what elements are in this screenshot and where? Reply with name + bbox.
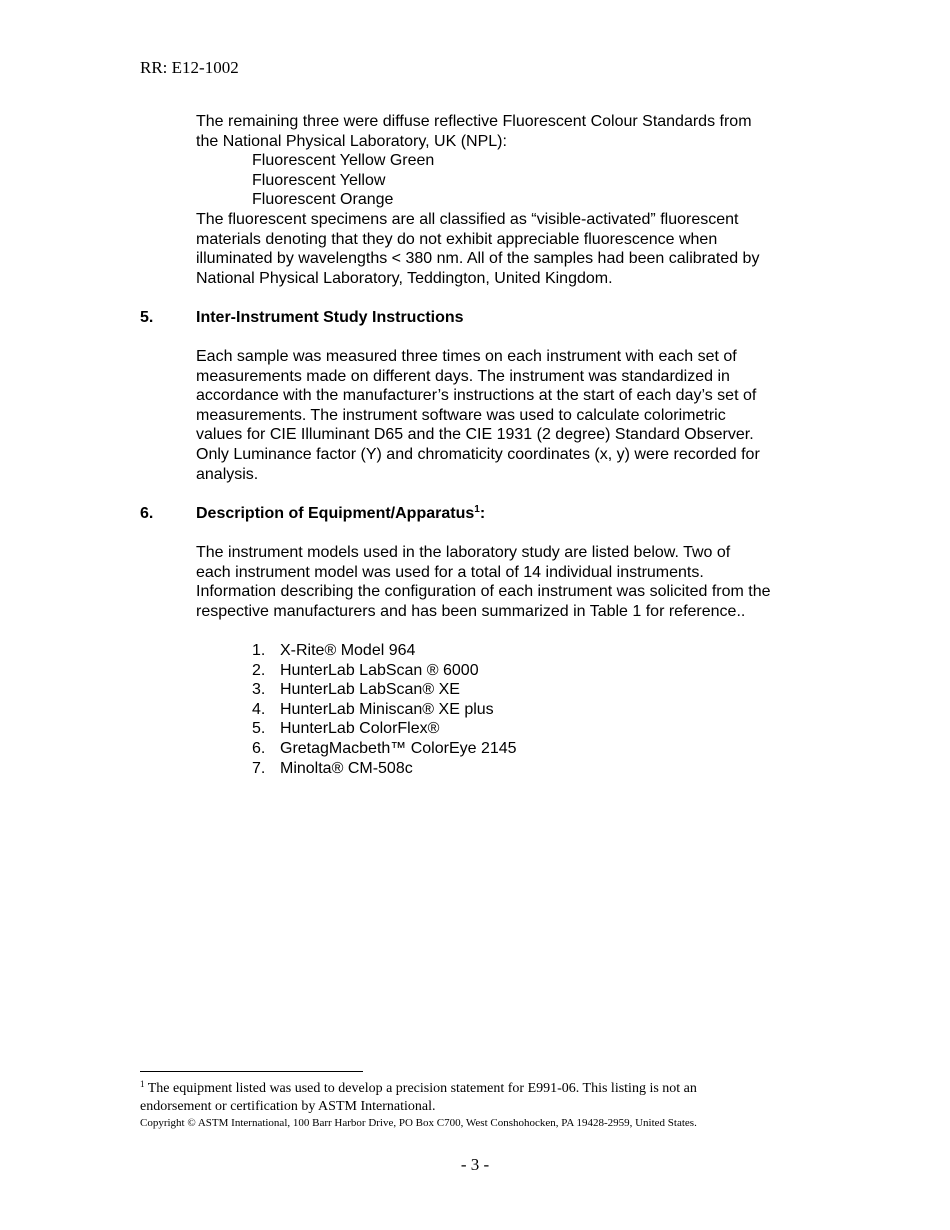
footnote-separator <box>140 1071 363 1072</box>
intro-paragraph-line: The fluorescent specimens are all classified as “visible-activated” fluorescent <box>196 210 739 228</box>
section-5-body <box>196 347 760 484</box>
intro-paragraph-line: materials denoting that they do not exhibit appreciable fluorescence when <box>196 230 718 248</box>
intro-line: The remaining three were diffuse reflective Fluorescent Colour Standards from <box>196 113 752 130</box>
section-5-line: accordance with the manufacturer’s instructions at the start of each day’s set of <box>196 387 757 405</box>
section-6-number: 6. <box>140 505 154 522</box>
footnote-line-2: endorsement or certification by ASTM International. <box>140 1099 436 1114</box>
list-item <box>252 719 517 739</box>
list-item-number: 7. <box>252 759 266 777</box>
standard-item: Fluorescent Yellow <box>252 171 386 189</box>
section-6-line: respective manufacturers and has been summarized in Table 1 for reference.. <box>196 602 746 620</box>
section-5-number: 5. <box>140 309 154 326</box>
list-item-name: HunterLab Miniscan® XE plus <box>280 700 494 718</box>
list-item-number: 1. <box>252 642 266 659</box>
page-number: - 3 - <box>460 1155 490 1174</box>
section-5-line: Only Luminance factor (Y) and chromaticity coordinates (x, y) were recorded for <box>196 445 760 463</box>
list-item <box>252 680 517 700</box>
copyright-notice: Copyright © ASTM International, 100 Barr Harbor Drive, PO Box C700, West Conshohocken, PA 19428-2959, United States. <box>140 1117 697 1129</box>
list-item-name: HunterLab LabScan ® 6000 <box>280 661 479 679</box>
footnote-line-1 <box>140 1080 697 1098</box>
section-6-title-text: Description of Equipment/Apparatus <box>196 505 475 522</box>
footnote-reference[interactable]: 1 <box>474 504 480 515</box>
list-item <box>252 759 517 779</box>
section-6-line: Information describing the configuration of each instrument was solicited from the <box>196 583 771 601</box>
section-6-line: The instrument models used in the laboratory study are listed below. Two of <box>196 544 731 561</box>
section-5-line: analysis. <box>196 465 259 483</box>
intro-paragraph-line: illuminated by wavelengths < 380 nm. All of the samples had been calibrated by <box>196 250 760 268</box>
footnote-marker: 1 <box>140 1079 145 1089</box>
list-item-number: 6. <box>252 739 266 757</box>
footnote-text: The equipment listed was used to develop a precision statement for E991-06. This listing is not an <box>144 1081 697 1096</box>
list-item-number: 3. <box>252 681 266 699</box>
section-6-body <box>196 543 771 621</box>
section-5-line: measurements. The instrument software was used to calculate colorimetric <box>196 406 726 424</box>
footnote <box>140 1080 697 1116</box>
standard-item: Fluorescent Yellow Green <box>252 152 435 170</box>
list-item <box>252 661 517 681</box>
list-item-number: 4. <box>252 700 266 718</box>
list-item <box>252 641 517 661</box>
standard-item: Fluorescent Orange <box>252 191 394 209</box>
section-5-line: Each sample was measured three times on each instrument with each set of <box>196 348 737 365</box>
list-item-name: X-Rite® Model 964 <box>280 642 416 659</box>
document-id: RR: E12-1002 <box>140 58 239 77</box>
list-item-number: 2. <box>252 661 266 679</box>
list-item-number: 5. <box>252 720 266 738</box>
section-6-title-suffix: : <box>479 505 486 522</box>
list-item-name: HunterLab ColorFlex® <box>280 720 440 738</box>
section-6-title <box>196 504 485 524</box>
list-item-name: HunterLab LabScan® XE <box>280 681 460 699</box>
section-5-line: values for CIE Illuminant D65 and the CIE 1931 (2 degree) Standard Observer. <box>196 426 754 444</box>
intro-paragraph-line: National Physical Laboratory, Teddington, United Kingdom. <box>196 269 613 287</box>
list-item <box>252 739 517 759</box>
section-5-line: measurements made on different days. The instrument was standardized in <box>196 367 730 385</box>
section-5-title: Inter-Instrument Study Instructions <box>196 309 464 326</box>
intro-line: the National Physical Laboratory, UK (NPL): <box>196 132 507 150</box>
list-item-name: GretagMacbeth™ ColorEye 2145 <box>280 739 517 757</box>
intro-block <box>196 112 759 288</box>
list-item-name: Minolta® CM-508c <box>280 759 413 777</box>
list-item <box>252 700 517 720</box>
instrument-list <box>252 641 517 778</box>
section-6-line: each instrument model was used for a total of 14 individual instruments. <box>196 563 704 581</box>
